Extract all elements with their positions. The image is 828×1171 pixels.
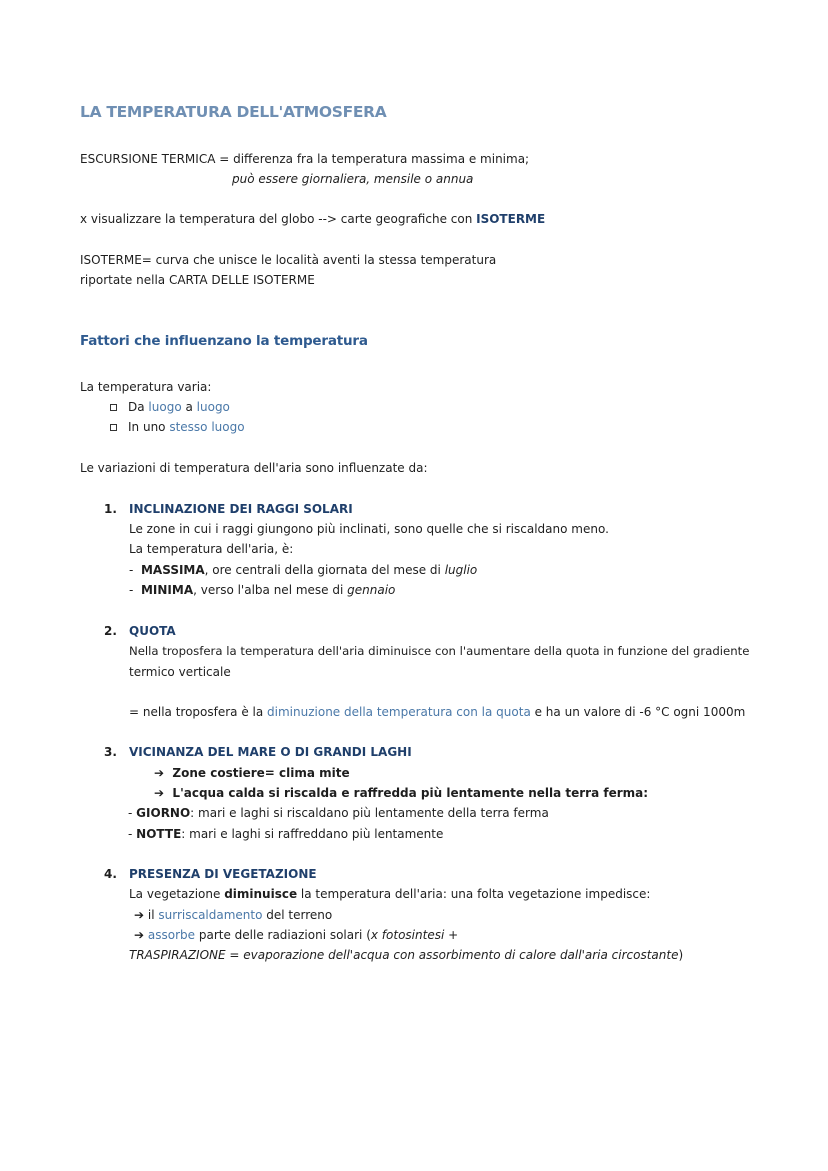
varia-item-1-b: luogo [148,400,182,414]
dash: - [128,827,133,841]
section-2-number: 2. [104,624,117,638]
section-2-heading: QUOTA [129,624,176,638]
a2-b: assorbe [147,928,196,942]
minima-text: , verso l'alba nel mese di [193,583,348,597]
giorno-text: : mari e laghi si riscaldano più lentamente della terra ferma [190,806,549,820]
l1-b: diminuisce [224,887,298,901]
arrow-right-icon: ➔ [154,786,165,800]
section-3-arrow2 [154,786,648,800]
escursione-line1: ESCURSIONE TERMICA = differenza fra la temperatura massima e minima; [80,152,530,166]
massima-label: MASSIMA [140,563,205,577]
section-3-giorno [128,806,549,820]
notte-label: NOTTE [136,827,182,841]
section-1-line1: Le zone in cui i raggi giungono più inclinati, sono quelle che si riscaldano meno. [129,522,609,536]
l1-c: la temperatura dell'aria: una folta vegetazione impedisce: [297,887,651,901]
checkbox-icon [110,424,117,431]
a1-b: surriscaldamento [158,908,263,922]
equation-c: e ha un valore di -6 °C ogni 1000m [530,705,746,719]
section-subtitle: Fattori che influenzano la temperatura [80,333,368,349]
section-1-heading: INCLINAZIONE DEI RAGGI SOLARI [129,502,353,516]
varia-item-1-d: luogo [196,400,230,414]
l1-a: La vegetazione [129,887,225,901]
section-2-equation [129,705,745,719]
dash: - [129,563,134,577]
arrow-right-icon: ➔ [154,766,165,780]
close-paren: ) [678,948,684,962]
section-4-last [129,948,683,962]
varia-item-2 [110,420,410,436]
varia-item-1-a: Da [128,400,149,414]
giorno-label: GIORNO [136,806,191,820]
page-title: LA TEMPERATURA DELL'ATMOSFERA [80,103,387,121]
section-4-arrow2 [134,928,458,942]
a2-c: parte delle radiazioni solari ( [195,928,371,942]
a1-a: il [147,908,159,922]
escursione-line2: può essere giornaliera, mensile o annua [232,172,474,186]
arrow1-text: Zone costiere= clima mite [172,766,350,780]
traspirazione-text: TRASPIRAZIONE = evaporazione dell'acqua con assorbimento di calore dall'aria circostante [129,948,679,962]
section-3-number: 3. [104,745,117,759]
section-3-heading: VICINANZA DEL MARE O DI GRANDI LAGHI [129,745,412,759]
massima-text: , ore centrali della giornata del mese di [204,563,445,577]
section-1-number: 1. [104,502,117,516]
minima-label: MINIMA [140,583,194,597]
arrow-right-icon: ➔ [134,928,145,942]
varia-item-1-c: a [181,400,197,414]
variazioni-intro: Le variazioni di temperatura dell'aria sono influenzate da: [80,461,428,475]
isoterme-line1: ISOTERME= curva che unisce le località aventi la stessa temperatura [80,253,497,267]
section-3-arrow1 [154,766,350,780]
massima-month: luglio [444,563,478,577]
section-1-line2: La temperatura dell'aria, è: [129,542,294,556]
isoterme-line2: riportate nella CARTA DELLE ISOTERME [80,273,315,287]
section-2-line1: Nella troposfera la temperatura dell'aria diminuisce con l'aumentare della quota in funzione del gradiente [129,644,750,658]
arrow2-text: L'acqua calda si riscalda e raffredda più lentamente nella terra ferma: [172,786,649,800]
visualizzare-text: x visualizzare la temperatura del globo --> carte geografiche con [80,212,477,226]
section-1-massima [129,563,477,577]
varia-item-2-b: stesso luogo [169,420,245,434]
varia-item-2-a: In uno [128,420,170,434]
notte-text: : mari e laghi si raffreddano più lentamente [181,827,444,841]
arrow-right-icon: ➔ [134,908,145,922]
dash: - [129,583,134,597]
section-4-number: 4. [104,867,117,881]
varia-item-1 [110,400,410,416]
varia-intro: La temperatura varia: [80,380,212,394]
isoterme-strong: ISOTERME [476,212,546,226]
equation-a: = nella troposfera è la [129,705,268,719]
section-3-notte [128,827,443,841]
dash: - [128,806,133,820]
equation-b: diminuzione della temperatura con la quota [267,705,531,719]
a2-i: x fotosintesi + [370,928,459,942]
section-1-minima [129,583,395,597]
checkbox-icon [110,404,117,411]
section-2-line2: termico verticale [129,665,231,679]
a1-c: del terreno [262,908,333,922]
section-4-line1 [129,887,650,901]
section-4-arrow1 [134,908,332,922]
visualizzare-line [80,212,545,226]
section-4-heading: PRESENZA DI VEGETAZIONE [129,867,317,881]
minima-month: gennaio [347,583,396,597]
